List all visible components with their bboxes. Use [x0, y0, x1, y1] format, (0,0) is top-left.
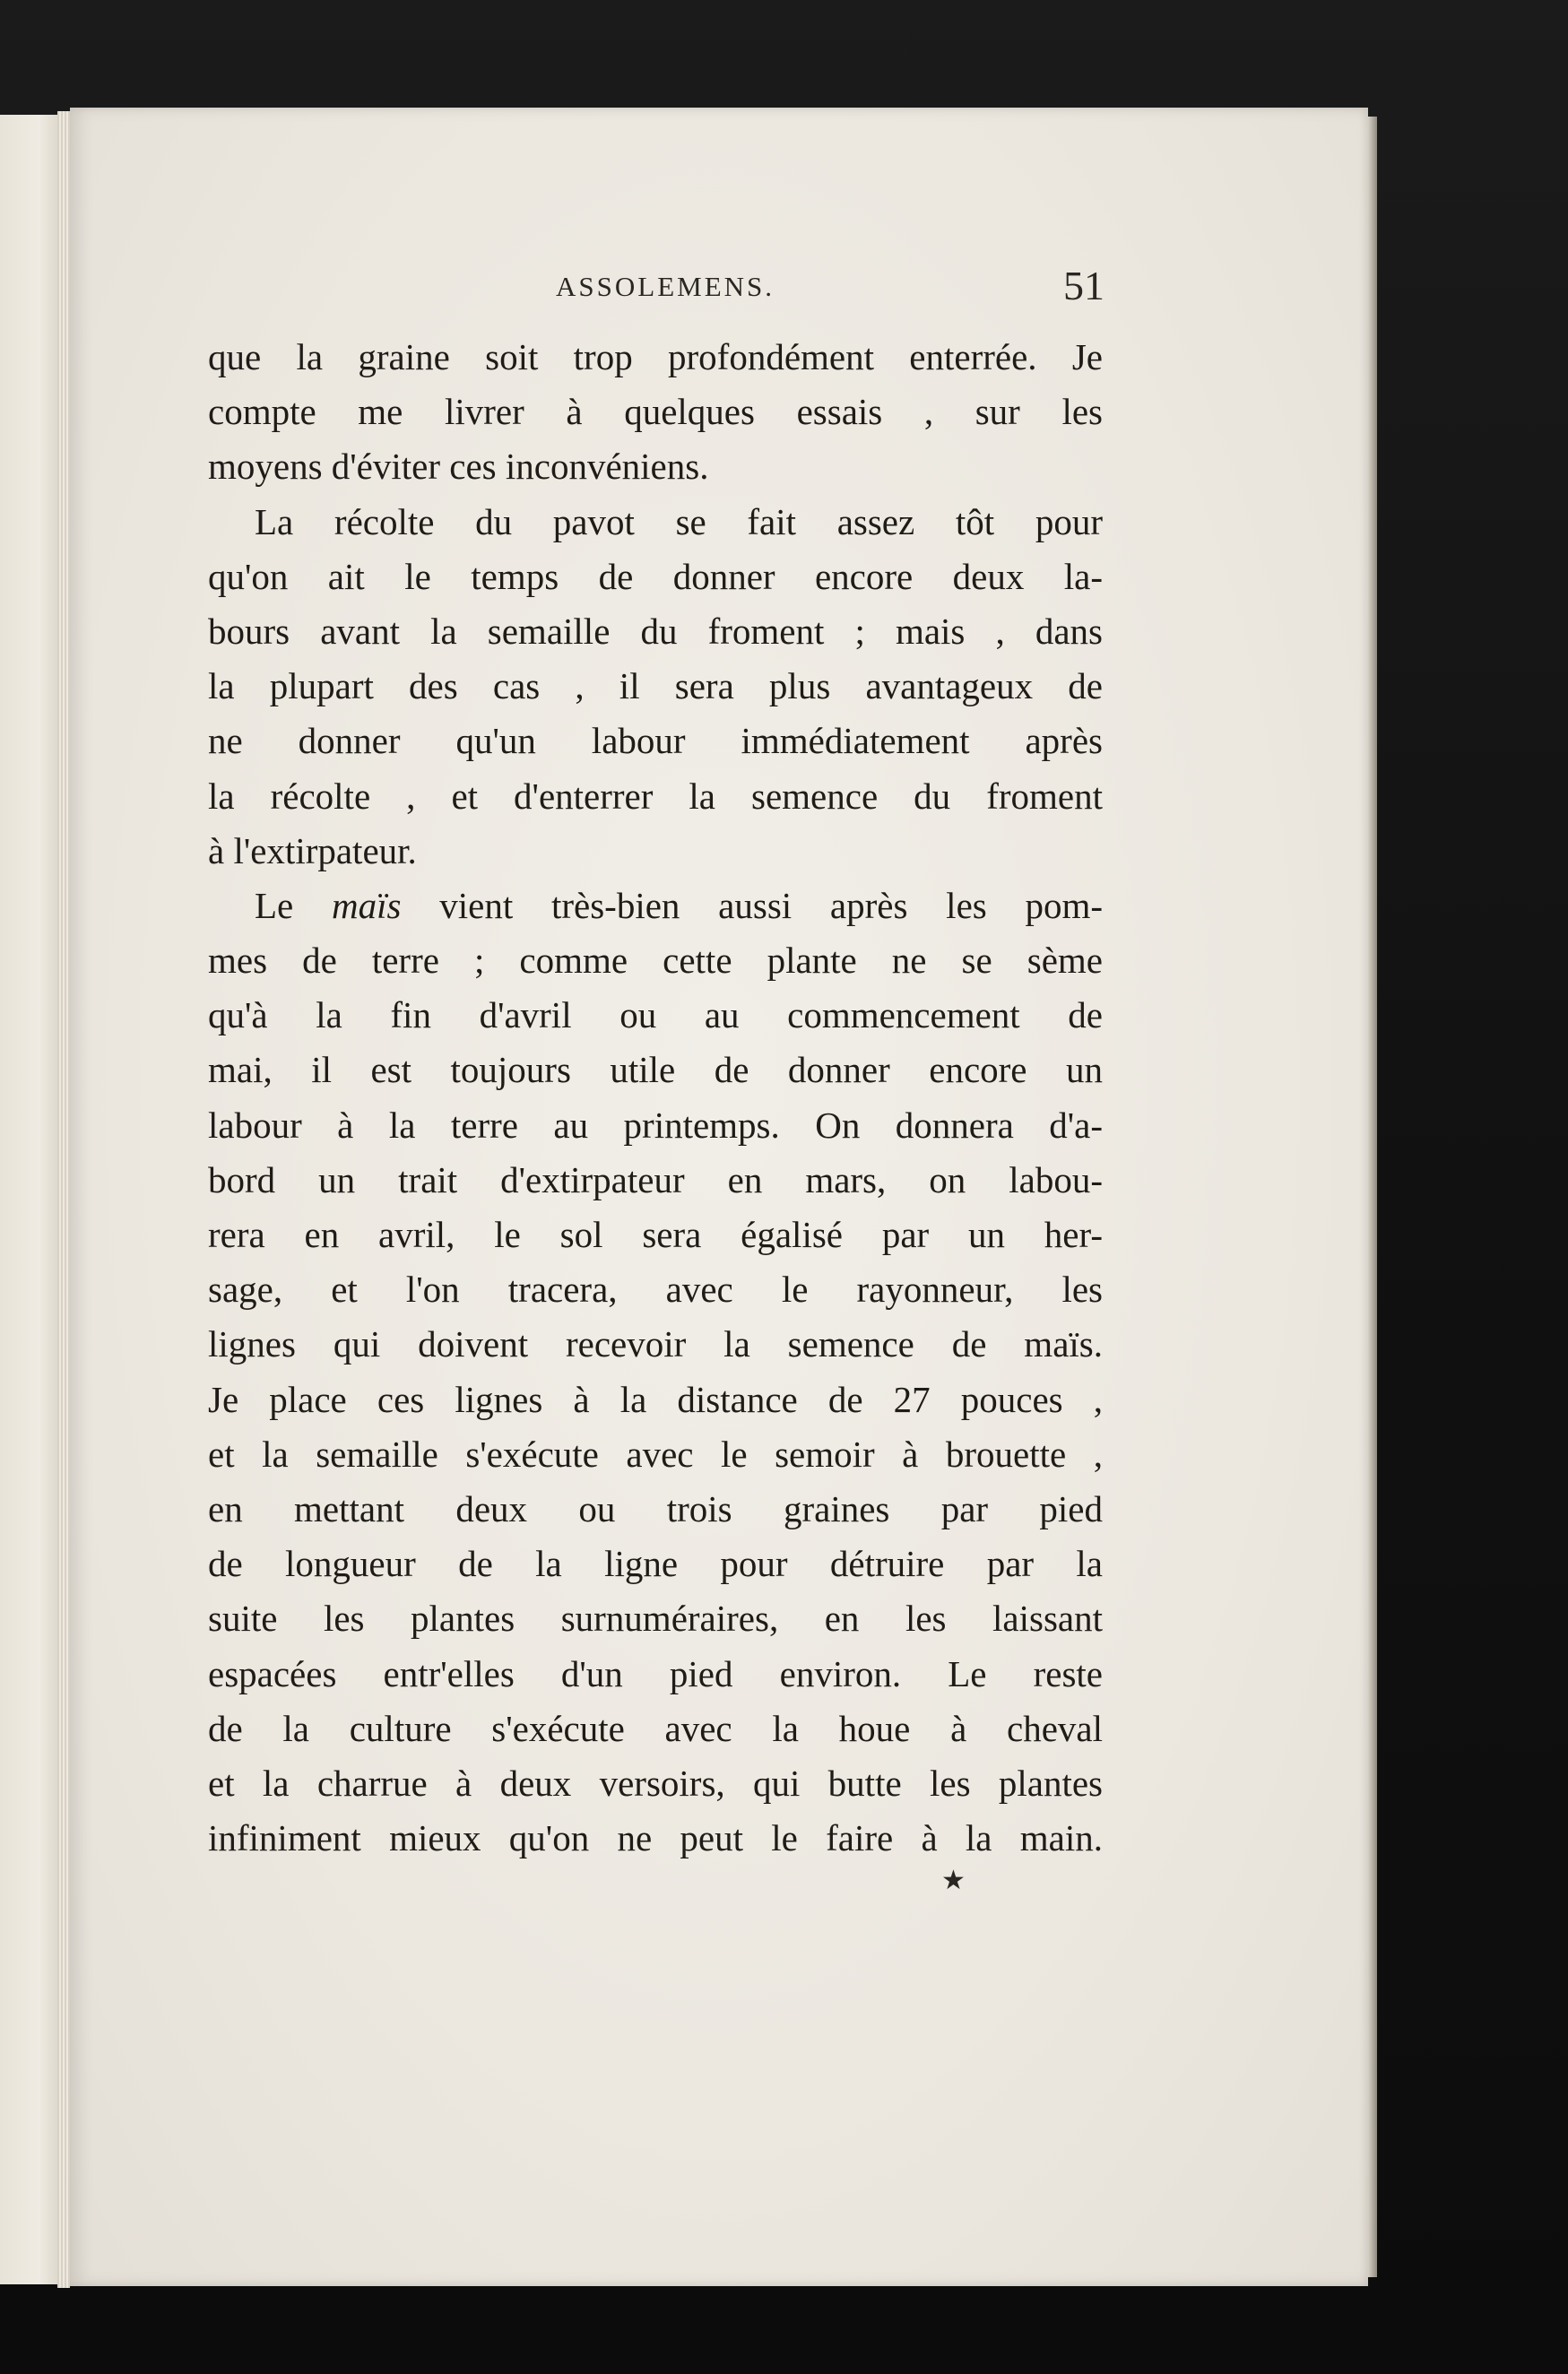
text-line: Je place ces lignes à la distance de 27 pouces ,	[208, 1378, 1103, 1420]
page-stack	[57, 111, 70, 2288]
page-header	[215, 262, 1105, 316]
text-line: suite les plantes surnuméraires, en les laissant	[208, 1598, 1103, 1640]
text-line: à l'extirpateur.	[208, 829, 417, 871]
page-number: 51	[1063, 263, 1105, 308]
line-remainder: vient très-bien aussi après les pom-	[439, 884, 1104, 926]
text-line: ne donner qu'un labour immédiatement après	[208, 720, 1103, 762]
text-line: compte me livrer à quelques essais , sur les	[208, 391, 1103, 433]
text-line: et la semaille s'exécute avec le semoir à brouette ,	[208, 1433, 1103, 1475]
first-word: Le	[255, 884, 294, 926]
text-line: la récolte , et d'enterrer la semence du froment	[208, 775, 1103, 817]
text-line: bours avant la semaille du froment ; mais , dans	[208, 610, 1103, 652]
text-line: lignes qui doivent recevoir la semence de maïs.	[208, 1323, 1103, 1365]
text-line-with-italic	[208, 879, 1103, 933]
text-line: La récolte du pavot se fait assez tôt pour	[255, 500, 1103, 542]
text-line: mai, il est toujours utile de donner encore un	[208, 1049, 1103, 1091]
text-line: qu'à la fin d'avril ou au commencement de	[208, 994, 1103, 1036]
text-line: sage, et l'on tracera, avec le rayonneur, les	[208, 1269, 1103, 1311]
text-line: mes de terre ; comme cette plante ne se sème	[208, 940, 1103, 982]
body-text	[208, 330, 1103, 1866]
text-line: infiniment mieux qu'on ne peut le faire à la main.	[208, 1817, 1103, 1859]
text-line: que la graine soit trop profondément enterrée. Je	[208, 336, 1103, 377]
signature-mark: ★	[941, 1866, 966, 1895]
running-head: ASSOLEMENS.	[556, 271, 775, 302]
text-line: rera en avril, le sol sera égalisé par un her-	[208, 1214, 1103, 1255]
text-line: la plupart des cas , il sera plus avantageux de	[208, 665, 1103, 707]
text-line: labour à la terre au printemps. On donnera d'a-	[208, 1104, 1103, 1146]
italic-word: maïs	[332, 884, 402, 926]
text-line: en mettant deux ou trois graines par pied	[208, 1487, 1103, 1529]
text-line: de la culture s'exécute avec la houe à cheval	[208, 1707, 1103, 1749]
text-line: moyens d'éviter ces inconvéniens.	[208, 446, 709, 488]
page-right-edge	[1368, 117, 1377, 2277]
text-line: qu'on ait le temps de donner encore deux la-	[208, 555, 1103, 597]
text-line: de longueur de la ligne pour détruire par la	[208, 1543, 1103, 1585]
text-line: et la charrue à deux versoirs, qui butte les plantes	[208, 1762, 1103, 1804]
text-line: espacées entr'elles d'un pied environ. Le reste	[208, 1652, 1103, 1694]
left-page-edge	[0, 115, 66, 2284]
text-line: bord un trait d'extirpateur en mars, on labou-	[208, 1158, 1103, 1200]
